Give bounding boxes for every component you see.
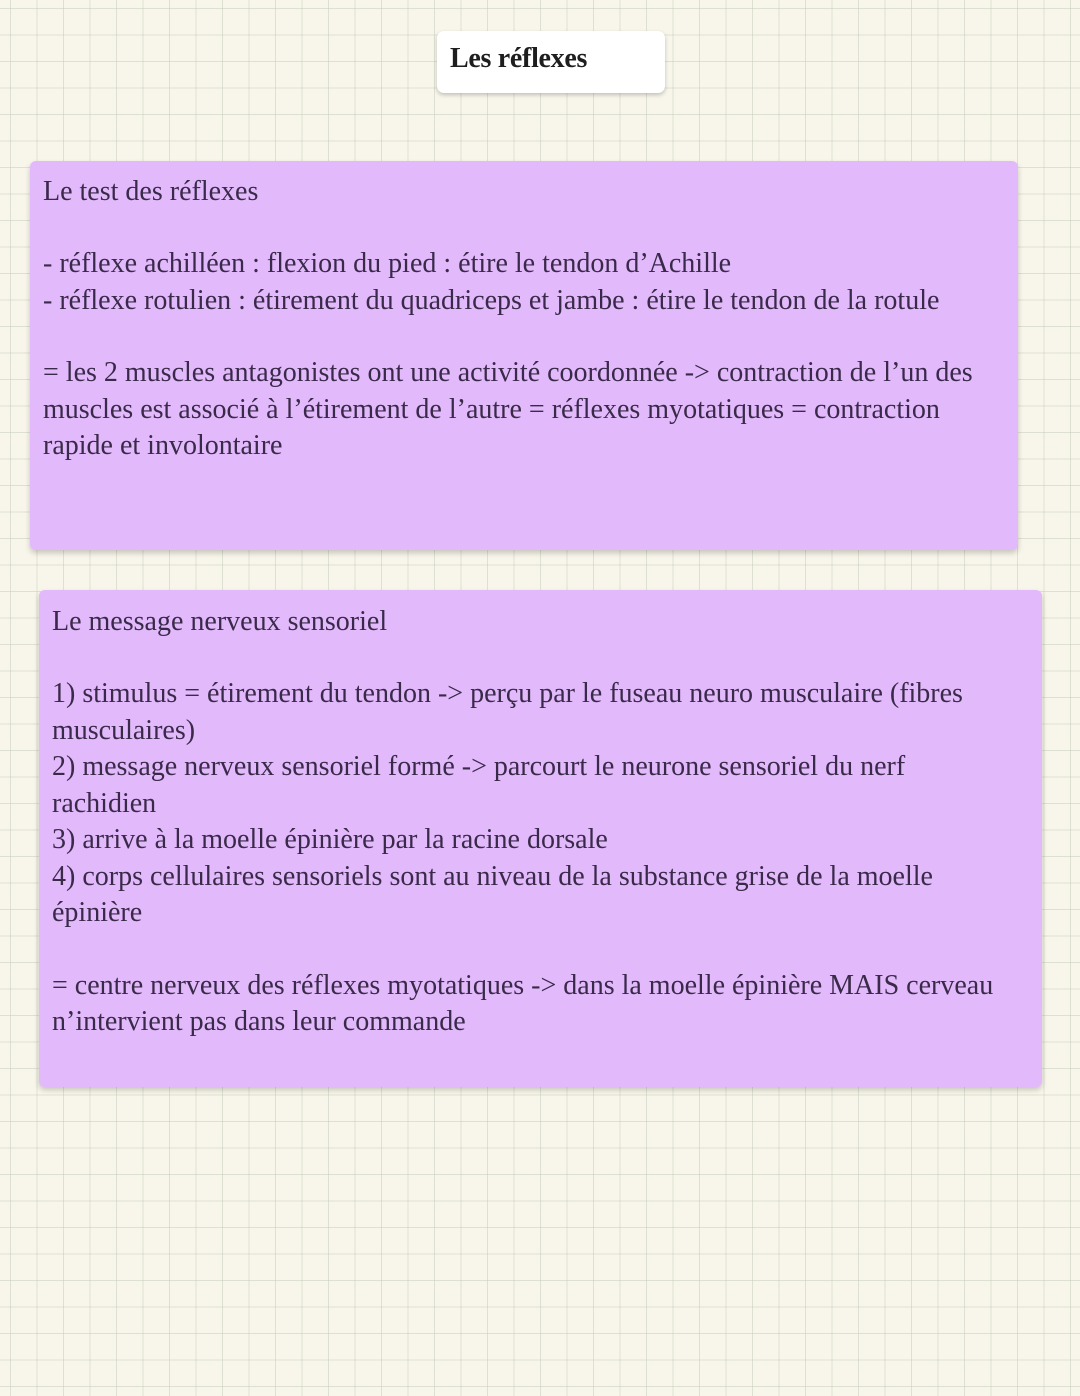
conclusion-line: muscles est associé à l’étirement de l’autre = réflexes myotatiques = contraction <box>43 393 940 425</box>
conclusion-line: = les 2 muscles antagonistes ont une activité coordonnée -> contraction de l’un des <box>43 357 973 388</box>
title-box <box>437 31 665 93</box>
conclusion-line: = centre nerveux des réflexes myotatiques -> dans la moelle épinière MAIS cerveau <box>52 969 994 1001</box>
card-sensory-message <box>39 590 1042 1087</box>
text-line: épinière <box>52 897 143 928</box>
spacer <box>52 640 1030 676</box>
card-heading: Le message nerveux sensoriel <box>52 606 388 637</box>
text-line: musculaires) <box>52 714 196 746</box>
conclusion-line: rapide et involontaire <box>43 430 283 461</box>
conclusion-line: n’intervient pas dans leur commande <box>52 1006 466 1037</box>
spacer <box>43 319 1006 355</box>
text-line: - réflexe rotulien : étirement du quadriceps et jambe : étire le tendon de la rotule <box>43 284 940 316</box>
card-heading: Le test des réflexes <box>43 176 259 207</box>
text-line: - réflexe achilléen : flexion du pied : étire le tendon d’Achille <box>43 248 732 279</box>
spacer <box>52 932 1030 968</box>
text-line: 1) stimulus = étirement du tendon -> perçu par le fuseau neuro musculaire (fibres <box>52 678 963 709</box>
card-reflex-test <box>30 161 1018 550</box>
text-line: 3) arrive à la moelle épinière par la racine dorsale <box>52 824 608 855</box>
text-line: rachidien <box>52 787 157 819</box>
spacer <box>43 210 1006 246</box>
text-line: 2) message nerveux sensoriel formé -> parcourt le neurone sensoriel du nerf <box>52 751 906 782</box>
text-line: 4) corps cellulaires sensoriels sont au niveau de la substance grise de la moelle <box>52 860 933 892</box>
page-title: Les réflexes <box>450 43 588 74</box>
